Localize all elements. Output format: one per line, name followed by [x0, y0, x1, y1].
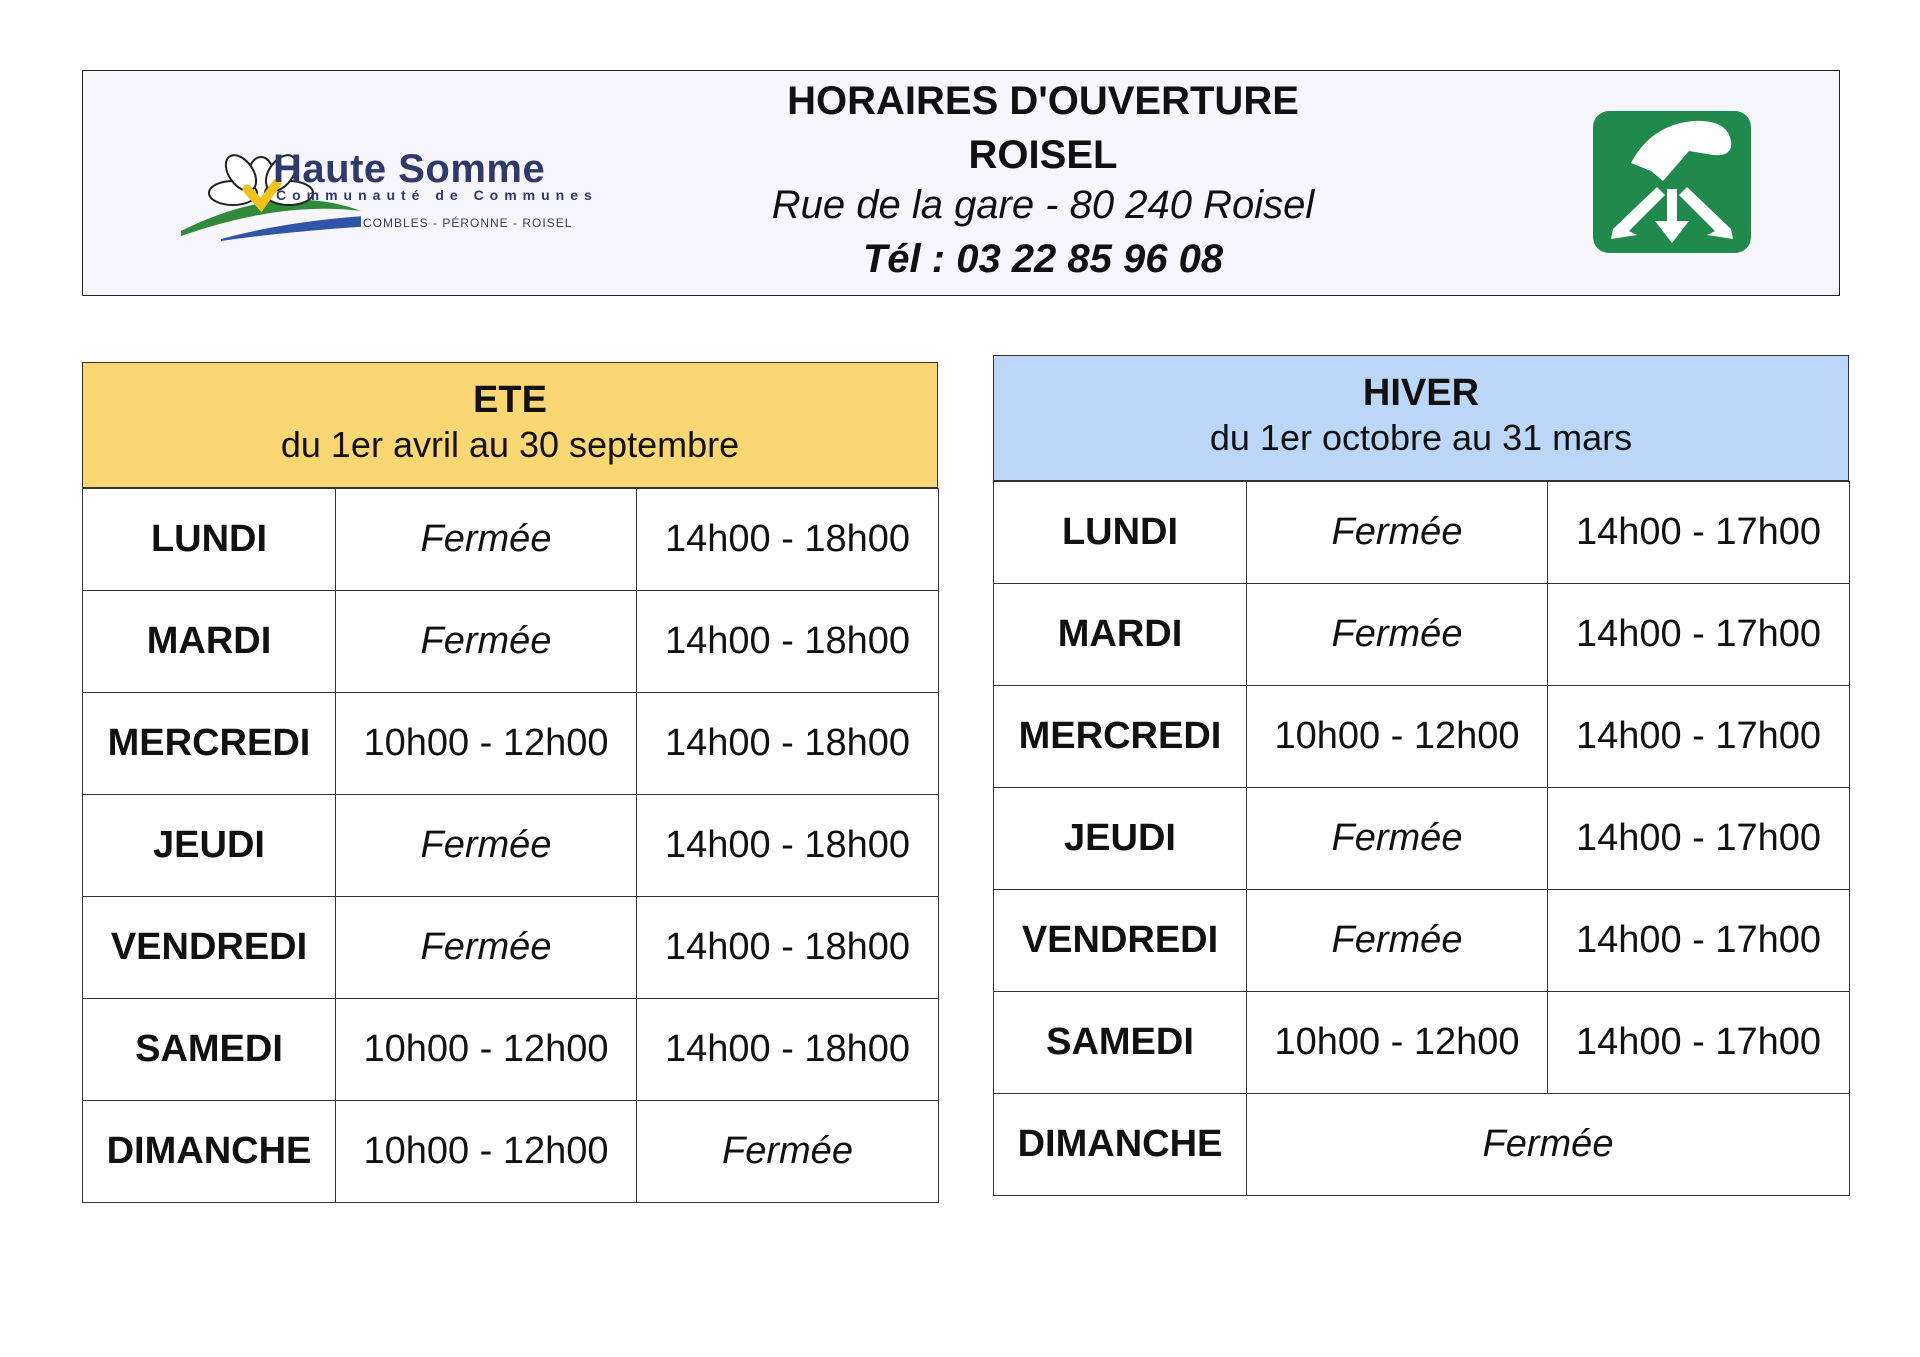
day-cell: MERCREDI [994, 686, 1247, 788]
table-row [994, 482, 1850, 584]
logo-subtitle: Communauté de Communes [276, 187, 598, 203]
morning-cell: Fermée [336, 795, 637, 897]
table-row [83, 999, 939, 1101]
day-cell: SAMEDI [994, 992, 1247, 1094]
summer-header [82, 362, 938, 488]
afternoon-cell: 14h00 - 18h00 [637, 897, 939, 999]
table-row [994, 890, 1850, 992]
page-title: HORAIRES D'OUVERTURE [787, 79, 1299, 123]
season-name: HIVER [1362, 372, 1480, 414]
afternoon-cell: 14h00 - 18h00 [637, 999, 939, 1101]
day-cell: LUNDI [994, 482, 1247, 584]
morning-cell: 10h00 - 12h00 [336, 999, 637, 1101]
table-row [83, 1101, 939, 1203]
morning-cell: 10h00 - 12h00 [1247, 992, 1548, 1094]
day-cell: MARDI [83, 591, 336, 693]
day-cell: SAMEDI [83, 999, 336, 1101]
table-row [83, 795, 939, 897]
summer-table [82, 488, 939, 1203]
winter-header [993, 355, 1849, 481]
day-cell: MERCREDI [83, 693, 336, 795]
winter-table [993, 481, 1850, 1196]
town-name: ROISEL [968, 133, 1118, 177]
afternoon-cell: 14h00 - 18h00 [637, 693, 939, 795]
table-row [994, 992, 1850, 1094]
morning-cell: 10h00 - 12h00 [1247, 686, 1548, 788]
table-row [994, 584, 1850, 686]
winter-schedule [993, 355, 1849, 1196]
table-row [83, 693, 939, 795]
day-cell: JEUDI [83, 795, 336, 897]
table-row [994, 1094, 1850, 1196]
afternoon-cell: 14h00 - 17h00 [1548, 584, 1850, 686]
table-row [83, 489, 939, 591]
morning-cell: Fermée [336, 897, 637, 999]
day-cell: JEUDI [994, 788, 1247, 890]
recycling-hand-icon [1593, 111, 1751, 253]
morning-cell: 10h00 - 12h00 [336, 1101, 637, 1203]
summer-schedule [82, 362, 938, 1203]
day-cell: DIMANCHE [83, 1101, 336, 1203]
all-day-cell: Fermée [1247, 1094, 1850, 1196]
day-cell: VENDREDI [994, 890, 1247, 992]
table-row [994, 788, 1850, 890]
logo-name: Haute Somme [273, 147, 546, 191]
morning-cell: Fermée [1247, 788, 1548, 890]
day-cell: LUNDI [83, 489, 336, 591]
header-banner [82, 70, 1840, 296]
table-row [994, 686, 1850, 788]
season-dates: du 1er octobre au 31 mars [1209, 417, 1633, 458]
season-dates: du 1er avril au 30 septembre [280, 424, 740, 465]
season-name: ETE [473, 379, 547, 421]
afternoon-cell: 14h00 - 17h00 [1548, 992, 1850, 1094]
morning-cell: Fermée [1247, 482, 1548, 584]
afternoon-cell: 14h00 - 17h00 [1548, 890, 1850, 992]
afternoon-cell: 14h00 - 18h00 [637, 591, 939, 693]
morning-cell: Fermée [1247, 584, 1548, 686]
morning-cell: Fermée [336, 489, 637, 591]
afternoon-cell: 14h00 - 17h00 [1548, 686, 1850, 788]
afternoon-cell: 14h00 - 18h00 [637, 795, 939, 897]
table-row [83, 591, 939, 693]
day-cell: DIMANCHE [994, 1094, 1247, 1196]
day-cell: MARDI [994, 584, 1247, 686]
morning-cell: Fermée [336, 591, 637, 693]
phone-number: Tél : 03 22 85 96 08 [862, 237, 1224, 281]
morning-cell: Fermée [1247, 890, 1548, 992]
logo-places: COMBLES - PÉRONNE - ROISEL [363, 216, 573, 230]
afternoon-cell: 14h00 - 18h00 [637, 489, 939, 591]
morning-cell: 10h00 - 12h00 [336, 693, 637, 795]
table-row [83, 897, 939, 999]
day-cell: VENDREDI [83, 897, 336, 999]
afternoon-cell: 14h00 - 17h00 [1548, 788, 1850, 890]
afternoon-cell: 14h00 - 17h00 [1548, 482, 1850, 584]
address: Rue de la gare - 80 240 Roisel [771, 183, 1315, 227]
afternoon-cell: Fermée [637, 1101, 939, 1203]
